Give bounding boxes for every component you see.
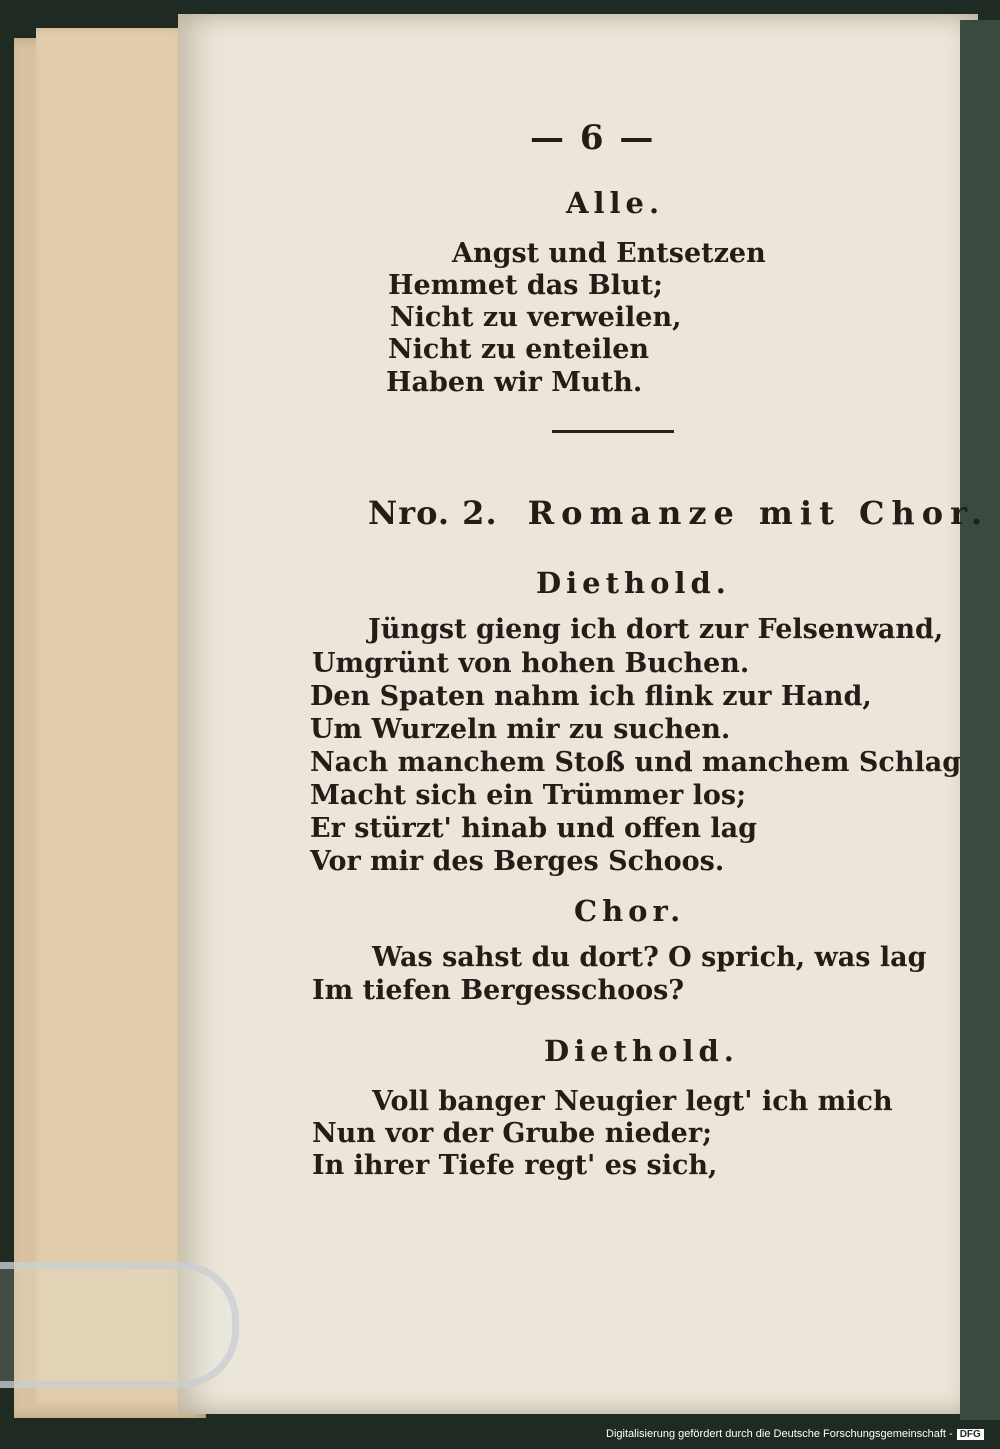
verse-line: Den Spaten nahm ich flink zur Hand, [310, 681, 872, 712]
speaker-diethold: Diethold. [544, 1034, 739, 1068]
credit-text: Digitalisierung gefördert durch die Deutsche Forschungsgemeinschaft - [606, 1428, 953, 1440]
preceding-page-inner [36, 28, 186, 1408]
digitization-credit [606, 1428, 984, 1440]
section-number: Nro. 2. [368, 494, 498, 532]
verse-line: Angst und Entsetzen [452, 238, 766, 269]
section-title: Romanze mit Chor. [527, 494, 990, 532]
verse-line: Im tiefen Bergesschoos? [312, 975, 685, 1006]
speaker-diethold: Diethold. [536, 566, 731, 600]
verse-line: Jüngst gieng ich dort zur Felsenwand, [368, 614, 944, 645]
section-heading [368, 494, 989, 532]
verse-line: Nicht zu verweilen, [390, 302, 682, 333]
verse-line: Vor mir des Berges Schoos. [310, 846, 725, 877]
verse-line: Umgrünt von hohen Buchen. [312, 648, 750, 679]
plastic-clip [0, 1262, 239, 1388]
page-number: — 6 — [530, 118, 656, 158]
verse-line: In ihrer Tiefe regt' es sich, [312, 1150, 718, 1181]
speaker-chor: Chor. [574, 894, 686, 928]
verse-line: Voll banger Neugier legt' ich mich [372, 1086, 893, 1117]
verse-line: Nun vor der Grube nieder; [312, 1118, 713, 1149]
page-gutter-shadow [960, 20, 1000, 1420]
verse-line: Nicht zu enteilen [388, 334, 650, 365]
section-divider [552, 430, 674, 433]
verse-line: Haben wir Muth. [386, 367, 643, 398]
verse-line: Macht sich ein Trümmer los; [310, 780, 747, 811]
verse-line: Was sahst du dort? O sprich, was lag [372, 942, 927, 973]
dfg-logo: DFG [957, 1429, 984, 1440]
verse-line: Nach manchem Stoß und manchem Schlag [310, 747, 962, 778]
verse-line: Um Wurzeln mir zu suchen. [310, 714, 731, 745]
speaker-alle: Alle. [566, 186, 665, 220]
verse-line: Hemmet das Blut; [388, 270, 663, 301]
verse-line: Er stürzt' hinab und offen lag [310, 813, 758, 844]
